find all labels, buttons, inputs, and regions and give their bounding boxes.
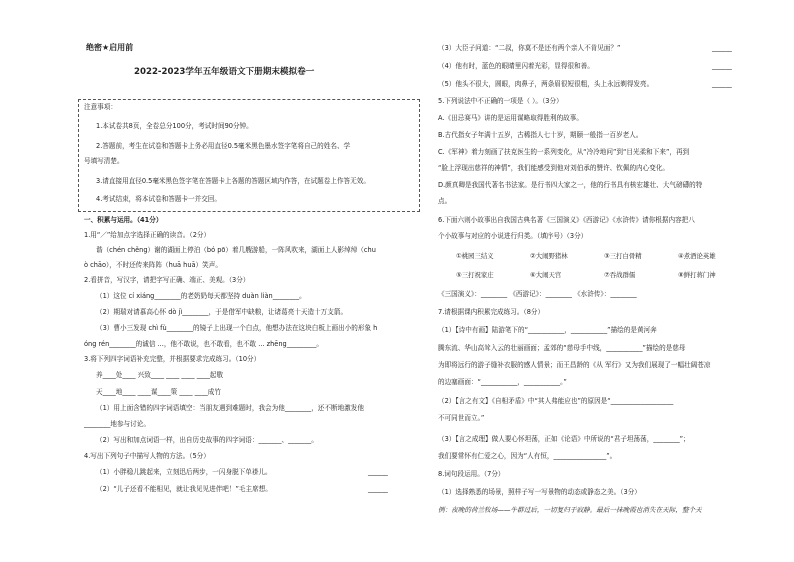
notice-line: 号填写清楚。 <box>84 157 124 165</box>
question-3-item: （1）用上面含错的四字词语填空：当朋友遇到难题时，我会为他________，还不断地激发他 <box>96 404 364 412</box>
answer-blank: ______ <box>712 44 732 52</box>
question-2-item: （3）曹小三发现 chì fù________的镜子上出现一个白点，他想办法在这块白板上画出小的形象 h <box>96 324 378 332</box>
question-5: 5.下列说法中不正确的一项是（ ）。（3分） <box>438 97 563 105</box>
story-item: ⑧鲜打蒋门神 <box>678 271 716 279</box>
example-sentence: 例：夜晚的荷兰牧场——牛群过后，一切复归于寂静。最后一抹晚霞也消失在天际，整个天 <box>438 506 702 514</box>
story-item: ①桃园三结义 <box>456 252 494 260</box>
answer-blank: ______ <box>368 468 388 476</box>
question-7-item: 腾东流、华山高耸入云的壮丽画面；孟郊的“慈母手中线，___________”描绘的是慈母 <box>438 344 686 352</box>
question-4-item: （2）“儿子还看不能相见，就让我见见进伴吧！”毛主席想。 <box>96 485 272 493</box>
story-item: ③三打白骨精 <box>604 252 642 260</box>
question-4: 4.写出下列句子中描写人物的方法。（5分） <box>84 452 210 460</box>
question-7: 7.请根据课内积累完成练习。（8分） <box>438 308 545 316</box>
answer-blank: ______ <box>368 485 388 493</box>
question-2-item: （2）期瑞对请慕高心怀 dò jì________，于是借军中缺粮，让诸葛亮十天造十万支箭。 <box>96 308 348 316</box>
question-7-item: （2）【言之有文】《自相矛盾》中“其人弗能应也”的原因是“___________________ <box>438 397 674 405</box>
story-item: ⑤三打祝家庄 <box>456 271 494 279</box>
story-item: ⑦吞战群儒 <box>604 271 636 279</box>
exam-title: 2022-2023学年五年级语文下册期末模拟卷一 <box>134 67 315 77</box>
question-1-text: ò chāo），不时还传来阵阵（huā huā）笑声。 <box>84 261 222 269</box>
notice-line: 1.本试卷共8页，全卷总分100分，考试时间90分钟。 <box>96 122 253 130</box>
option: D.颜真卿是我国代著名书法家。是行书四大家之一，他的行书具有核宏雄壮、大气磅礴的特 <box>438 181 703 189</box>
question-1-text: 谐（chén chěng）谢的湖面上停泊（bó pō）着几艘游船，一阵风吹来，湖面上人影绰绰（chu <box>96 246 376 254</box>
option: 点。 <box>438 197 452 205</box>
question-4-item: （1）小胖稳儿跳起来，立刻迅后两步，一闪身脱下单褂儿。 <box>96 468 272 476</box>
option: C.《军神》着力刻画了扶克医生的一系列变化，从“冷冷地问”到“目光柔和下来”，再到 <box>438 148 690 156</box>
question-3-item: ________地参与讨论。 <box>84 420 150 428</box>
question-2-item: óng rén________的诚信 ...，他不敢说，也不敢看，也不敢 ... zhēng_________。 <box>84 340 323 348</box>
question-7-item: （3）【言之成理】做人要心怀坦荡，正如《论语》中所说的“君子坦荡荡，________”； <box>438 435 690 443</box>
question-4-item: （5）他头不很大，圆眼，肉鼻子，两条眉很短很粗，头上永远剃得发亮。 <box>438 80 654 88</box>
question-8-item: （1）选择熟悉的场景，照样子写一写景物的动态或静态之美。（3分） <box>438 488 641 496</box>
category-blanks: 《三国演义》：________ 《西游记》：________ 《水浒传》：________ <box>438 290 637 298</box>
question-7-item: 我们要常怀有仁爱之心，因为“人有恒，________________”。 <box>438 452 617 460</box>
question-7-item: 不可同世而立。” <box>438 414 485 422</box>
question-4-item: （4）他有时，蓝色的眼睛里闪着光彩，显得很和善。 <box>438 62 594 70</box>
question-2-item: （1）这位 cí xiáng________的老奶奶每天都坚持 duàn liàn________。 <box>96 292 306 300</box>
notice-heading: 注意事项： <box>84 103 117 111</box>
option: A.《田忌赛马》讲的是运用谋略取得胜利的故事。 <box>438 114 583 122</box>
question-6: 个小故事与对应的小说进行归类。（填序号）（3分） <box>438 232 588 240</box>
option: “脸上浮现出慈祥的神情”，我们能感受到他对刘伯承的赞许、钦佩的内心变化。 <box>438 164 670 172</box>
answer-blank: ______ <box>712 80 732 88</box>
question-3-item: （2）写出和加点词语一样，出自历史故事的四字词语：_______、_______。 <box>96 436 318 444</box>
question-7-item: 为即将远行的游子缝补衣服的感人情景；而王昌龄的《从 军行》又为我们展现了一幅壮阔苍凉 <box>438 361 711 369</box>
word-grid-row: 天____地____ ____谋____策 ____ ____成竹 <box>96 388 221 396</box>
notice-line: 2.答题前，考生在试卷和答题卡上务必用直径0.5毫米黑色墨水签字笔将自己的姓名、学 <box>96 142 351 150</box>
story-item: ②大闹野猪林 <box>530 252 568 260</box>
question-8: 8.词句段运用。（7分） <box>438 470 505 478</box>
confidential-tag: 绝密★启用前 <box>86 43 134 52</box>
question-3: 3.将下列四字词语补充完整，并根据要求完成练习。（10分） <box>84 355 261 363</box>
option: B.古代指女子年满十五岁，古稀指人七十岁，期颐一般指一百岁老人。 <box>438 131 643 139</box>
story-item: ⑥大闹天宫 <box>530 271 562 279</box>
question-2: 2.看拼音，写汉字，请把字写正确、端正、美观。（3分） <box>84 276 250 284</box>
word-grid-row: 养____处____ 兴致____ ____ ____ ____起敬 <box>96 371 224 379</box>
question-1: 1.用“／”给加点字选择正确的读音。（2分） <box>84 231 211 239</box>
question-7-item: 的边塞画面：“___________，___________。” <box>438 378 567 386</box>
question-4-item: （3）大臣子问道：“二叔，你莫不是还有两个亲人不肯见面？” <box>438 44 621 52</box>
question-7-item: （1）【诗中有画】陆游笔下的“___________，___________”描绘的是黄河奔 <box>438 326 657 334</box>
notice-line: 4.考试结束，将本试卷和答题卡一并交回。 <box>96 195 221 203</box>
notice-line: 3.请直接用直径0.5毫米黑色签字笔在答题卡上各题的答题区域内作答，在试题卷上作答无效。 <box>96 177 370 185</box>
question-6: 6.下面六则小故事出自我国古典名著《三国演义》《西游记》《水浒传》请你根据内容把八 <box>438 216 695 224</box>
answer-blank: ______ <box>712 62 732 70</box>
section-heading: 一、积累与运用。（41分） <box>84 216 163 224</box>
story-item: ④煮酒论英雄 <box>678 252 716 260</box>
